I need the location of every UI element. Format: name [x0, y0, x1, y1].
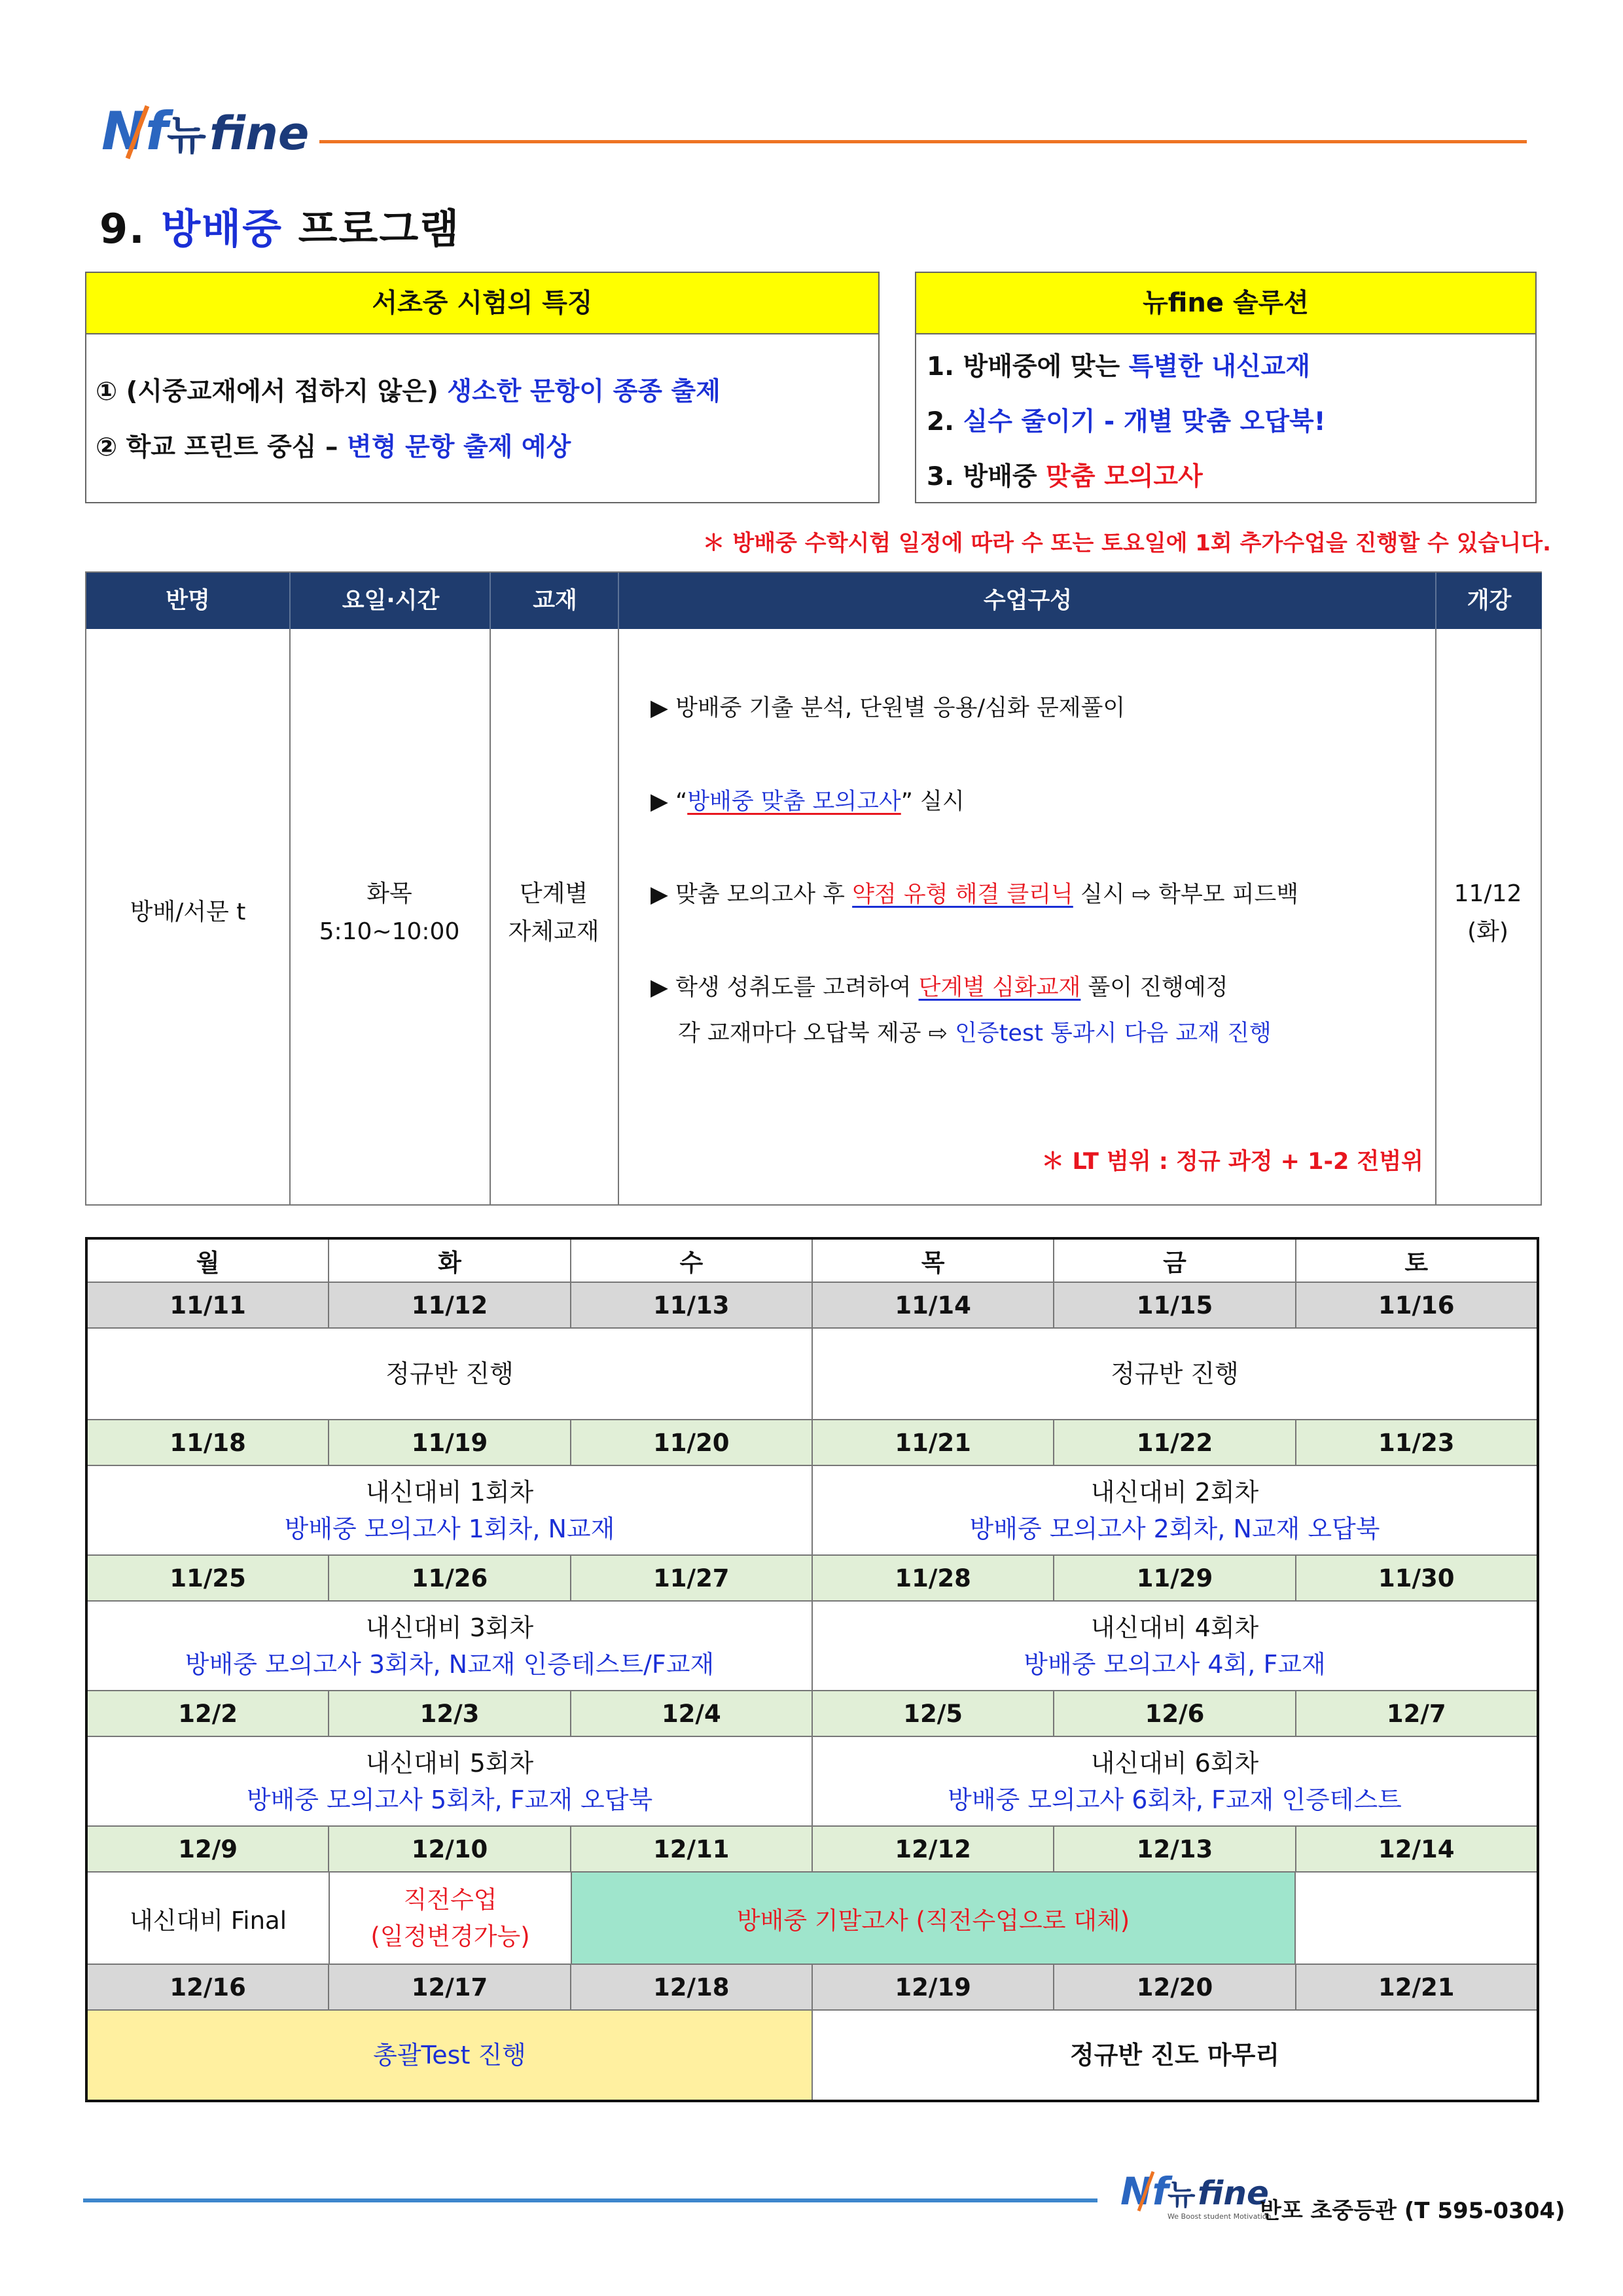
bullet-icon: ▶: [651, 789, 668, 815]
schedule-notice: ＊ 방배중 수학시험 일정에 따라 수 또는 토요일에 1회 추가수업을 진행할 수 있습니다.: [702, 530, 1551, 556]
session-detail: 방배중 모의고사 1회차, N교재: [284, 1514, 615, 1543]
pre-exam-line-2: (일정변경가능): [370, 1922, 530, 1950]
curriculum-item-2: [651, 783, 965, 816]
footer-logo: [1120, 2166, 1272, 2225]
class-name: 방배/서문 t: [130, 899, 246, 925]
title-rest: 프로그램: [298, 205, 461, 253]
date-cell: 12/19: [812, 1965, 1053, 2009]
weekday-fri: 금: [1053, 1240, 1294, 1282]
solution-line-1: [927, 346, 1310, 383]
date-row-week-4: [88, 1690, 1537, 1736]
item-4-line2-blue: 인증test 통과시 다음 교재 진행: [955, 1020, 1272, 1047]
weekday-thu: 목: [812, 1240, 1053, 1282]
logo-fine: fine: [209, 107, 310, 160]
item-4-link: 단계별 심화교재: [918, 975, 1081, 1001]
bullet-icon: ▶: [651, 882, 668, 908]
pre-exam-line-1: 직전수업: [403, 1885, 497, 1914]
week-3-right-content: [812, 1602, 1537, 1690]
date-cell: 11/16: [1295, 1283, 1537, 1327]
header-class-name: 반명: [86, 573, 289, 629]
solution-2-highlight: 실수 줄이기 - 개별 맞춤 오답북!: [963, 407, 1326, 437]
logo-mark-icon: [101, 98, 310, 164]
weekday-sat: 토: [1295, 1240, 1537, 1282]
class-textbook: [490, 875, 618, 951]
solution-1-highlight: 특별한 내신교재: [1128, 352, 1311, 382]
class-days: 화목: [366, 880, 412, 907]
session-detail: 방배중 모의고사 4회, F교재: [1024, 1649, 1326, 1679]
item-3-link: 약점 유형 해결 클리닉: [852, 882, 1073, 908]
features-heading: 서초중 시험의 특징: [86, 273, 878, 334]
date-cell: 11/29: [1053, 1556, 1294, 1600]
item-3-suffix: 실시 ⇨ 학부모 피드백: [1080, 882, 1299, 908]
weekday-row: [88, 1240, 1537, 1282]
curriculum-item-3: [651, 876, 1298, 909]
date-cell: 12/12: [812, 1827, 1053, 1871]
feature-1-prefix: ① (시중교재에서 접하지 않은): [96, 377, 438, 406]
nfine-logo: [101, 98, 310, 162]
date-cell: 12/17: [328, 1965, 569, 2009]
date-cell: 11/12: [328, 1283, 569, 1327]
week-6-regular-wrapup: 정규반 진도 마무리: [812, 2011, 1537, 2100]
feature-2-prefix: ② 학교 프린트 중심 –: [96, 433, 338, 462]
week-4-left-content: [88, 1737, 812, 1825]
page-title: [99, 196, 460, 255]
date-cell: 12/9: [178, 1835, 238, 1863]
curriculum-item-4: [651, 969, 1228, 1002]
content-row-week-5: [88, 1871, 1537, 1964]
date-cell: 11/13: [570, 1283, 812, 1327]
solution-2-prefix: 2.: [927, 407, 954, 437]
item-2-close: ” 실시: [901, 789, 965, 815]
feature-line-1: [96, 371, 721, 408]
header-day-time: 요일·시간: [289, 573, 491, 629]
date-cell: 12/21: [1295, 1965, 1537, 2009]
start-day: (화): [1467, 918, 1508, 945]
date-cell: 11/22: [1053, 1420, 1294, 1465]
class-time: [289, 875, 490, 951]
date-row-week-6: [88, 1964, 1537, 2009]
session-detail: 방배중 모의고사 2회차, N교재 오답북: [969, 1514, 1380, 1543]
date-cell: 12/16: [169, 1973, 246, 2001]
date-cell: 11/23: [1295, 1420, 1537, 1465]
date-cell: 11/19: [328, 1420, 569, 1465]
content-row-week-4: [88, 1736, 1537, 1825]
footer-logo-mark: Nf: [1120, 2169, 1169, 2214]
date-cell: 12/14: [1295, 1827, 1537, 1871]
date-cell: 12/5: [812, 1691, 1053, 1736]
week-5-final: 내신대비 Final: [129, 1906, 287, 1935]
item-4-suffix: 풀이 진행예정: [1088, 975, 1228, 1001]
title-number: 9.: [99, 205, 146, 253]
date-row-week-5: [88, 1825, 1537, 1871]
class-hours: 5:10~10:00: [319, 918, 460, 945]
week-5-empty: [1294, 1873, 1537, 1964]
date-cell: 11/20: [570, 1420, 812, 1465]
session-title: 내신대비 6회차: [1090, 1748, 1259, 1778]
program-table: [85, 571, 1542, 1206]
session-title: 내신대비 1회차: [365, 1477, 534, 1507]
date-cell: 12/11: [570, 1827, 812, 1871]
week-4-right-content: [812, 1737, 1537, 1825]
content-row-week-1: [88, 1327, 1537, 1419]
week-5-pre-exam: [329, 1873, 571, 1964]
date-cell: 11/18: [169, 1428, 246, 1457]
footer-logo-icon: [1120, 2166, 1272, 2225]
date-row-week-2: [88, 1419, 1537, 1465]
solution-heading: 뉴fine 솔루션: [916, 273, 1535, 334]
date-cell: 11/21: [812, 1420, 1053, 1465]
content-row-week-3: [88, 1600, 1537, 1690]
content-row-week-2: [88, 1465, 1537, 1554]
branch-phone: (T 595-0304): [1404, 2198, 1565, 2224]
date-cell: 11/15: [1053, 1283, 1294, 1327]
date-cell: 11/26: [328, 1556, 569, 1600]
date-cell: 12/13: [1053, 1827, 1294, 1871]
curriculum-item-4-line-2: [678, 1015, 1272, 1048]
week-3-left-content: [88, 1602, 812, 1690]
solution-3-highlight: 맞춤 모의고사: [1046, 462, 1203, 492]
start-date: 11/12: [1454, 880, 1522, 907]
feature-1-highlight: 생소한 문항이 종종 출제: [447, 377, 721, 406]
session-title: 내신대비 4회차: [1090, 1613, 1259, 1642]
date-cell: 12/2: [178, 1699, 238, 1728]
date-cell: 12/20: [1053, 1965, 1294, 2009]
header-start: 개강: [1435, 573, 1542, 629]
header-textbook: 교재: [490, 573, 619, 629]
footer-logo-fine: fine: [1198, 2174, 1269, 2212]
weekday-wed: 수: [570, 1240, 812, 1282]
curriculum-cell: [618, 629, 1435, 1204]
week-2-right-content: [812, 1466, 1537, 1554]
date-cell: 11/27: [570, 1556, 812, 1600]
logo-mark: Nf: [101, 101, 168, 162]
title-highlight: 방배중: [161, 205, 283, 253]
solution-line-2: [927, 401, 1325, 438]
footer-logo-korean: 뉴: [1168, 2178, 1196, 2212]
header-divider: [319, 140, 1527, 143]
week-1-right-content: 정규반 진행: [812, 1329, 1537, 1419]
date-cell: 12/18: [570, 1965, 812, 2009]
item-4-prefix: 학생 성취도를 고려하여: [675, 975, 912, 1001]
header-curriculum: 수업구성: [618, 573, 1436, 629]
date-cell: 11/11: [169, 1291, 246, 1319]
week-6-summary-test: 총괄Test 진행: [88, 2011, 812, 2100]
date-cell: 12/10: [328, 1827, 569, 1871]
logo-korean: 뉴: [167, 111, 206, 159]
bullet-icon: ▶: [651, 975, 668, 1001]
session-detail: 방배중 모의고사 5회차, F교재 오답북: [246, 1785, 653, 1814]
solution-box: [915, 272, 1537, 503]
date-row-week-3: [88, 1554, 1537, 1600]
solution-1-prefix: 1. 방배중에 맞는: [927, 352, 1120, 382]
lt-range-note: ＊ LT 범위 : 정규 과정 + 1-2 전범위: [1041, 1149, 1423, 1175]
item-4-line2-prefix: 각 교재마다 오답북 제공 ⇨: [678, 1020, 948, 1047]
week-2-left-content: [88, 1466, 812, 1554]
item-2-open-quote: “: [675, 789, 688, 815]
date-cell: 11/25: [169, 1564, 246, 1592]
weekday-mon: 월: [196, 1249, 220, 1277]
features-box: [85, 272, 880, 503]
week-5-final-exam: 방배중 기말고사 (직전수업으로 대체): [571, 1873, 1294, 1964]
class-start: [1435, 875, 1541, 951]
schedule-calendar: [85, 1237, 1539, 2102]
date-cell: 11/14: [812, 1283, 1053, 1327]
footer-branch: [1260, 2193, 1565, 2225]
footer-divider: [83, 2198, 1097, 2202]
date-cell: 12/4: [570, 1691, 812, 1736]
content-row-week-6: [88, 2009, 1537, 2100]
bullet-icon: ▶: [651, 695, 668, 721]
solution-3-prefix: 3. 방배중: [927, 462, 1037, 492]
weekday-tue: 화: [328, 1240, 569, 1282]
textbook-line-2: 자체교재: [508, 918, 599, 945]
session-title: 내신대비 2회차: [1090, 1477, 1259, 1507]
item-2-link: 방배중 맞춤 모의고사: [687, 789, 901, 815]
session-title: 내신대비 3회차: [365, 1613, 534, 1642]
week-1-left-content: 정규반 진행: [385, 1359, 514, 1388]
session-title: 내신대비 5회차: [365, 1748, 534, 1778]
date-cell: 12/3: [328, 1691, 569, 1736]
solution-line-3: [927, 456, 1203, 493]
date-cell: 11/30: [1295, 1556, 1537, 1600]
item-1-text: 방배중 기출 분석, 단원별 응용/심화 문제풀이: [675, 695, 1126, 721]
session-detail: 방배중 모의고사 6회차, F교재 인증테스트: [948, 1785, 1402, 1814]
curriculum-item-1: [651, 690, 1125, 723]
feature-2-highlight: 변형 문항 출제 예상: [347, 433, 571, 462]
date-cell: 12/6: [1053, 1691, 1294, 1736]
branch-name: 반포 초중등관: [1260, 2198, 1397, 2224]
footer-tagline: We Boost student Motivation: [1168, 2212, 1272, 2221]
feature-line-2: [96, 427, 571, 463]
date-row-week-1: [88, 1282, 1537, 1327]
item-3-prefix: 맞춤 모의고사 후: [675, 882, 845, 908]
session-detail: 방배중 모의고사 3회차, N교재 인증테스트/F교재: [185, 1649, 715, 1679]
date-cell: 11/28: [812, 1556, 1053, 1600]
textbook-line-1: 단계별: [519, 880, 588, 907]
date-cell: 12/7: [1295, 1691, 1537, 1736]
